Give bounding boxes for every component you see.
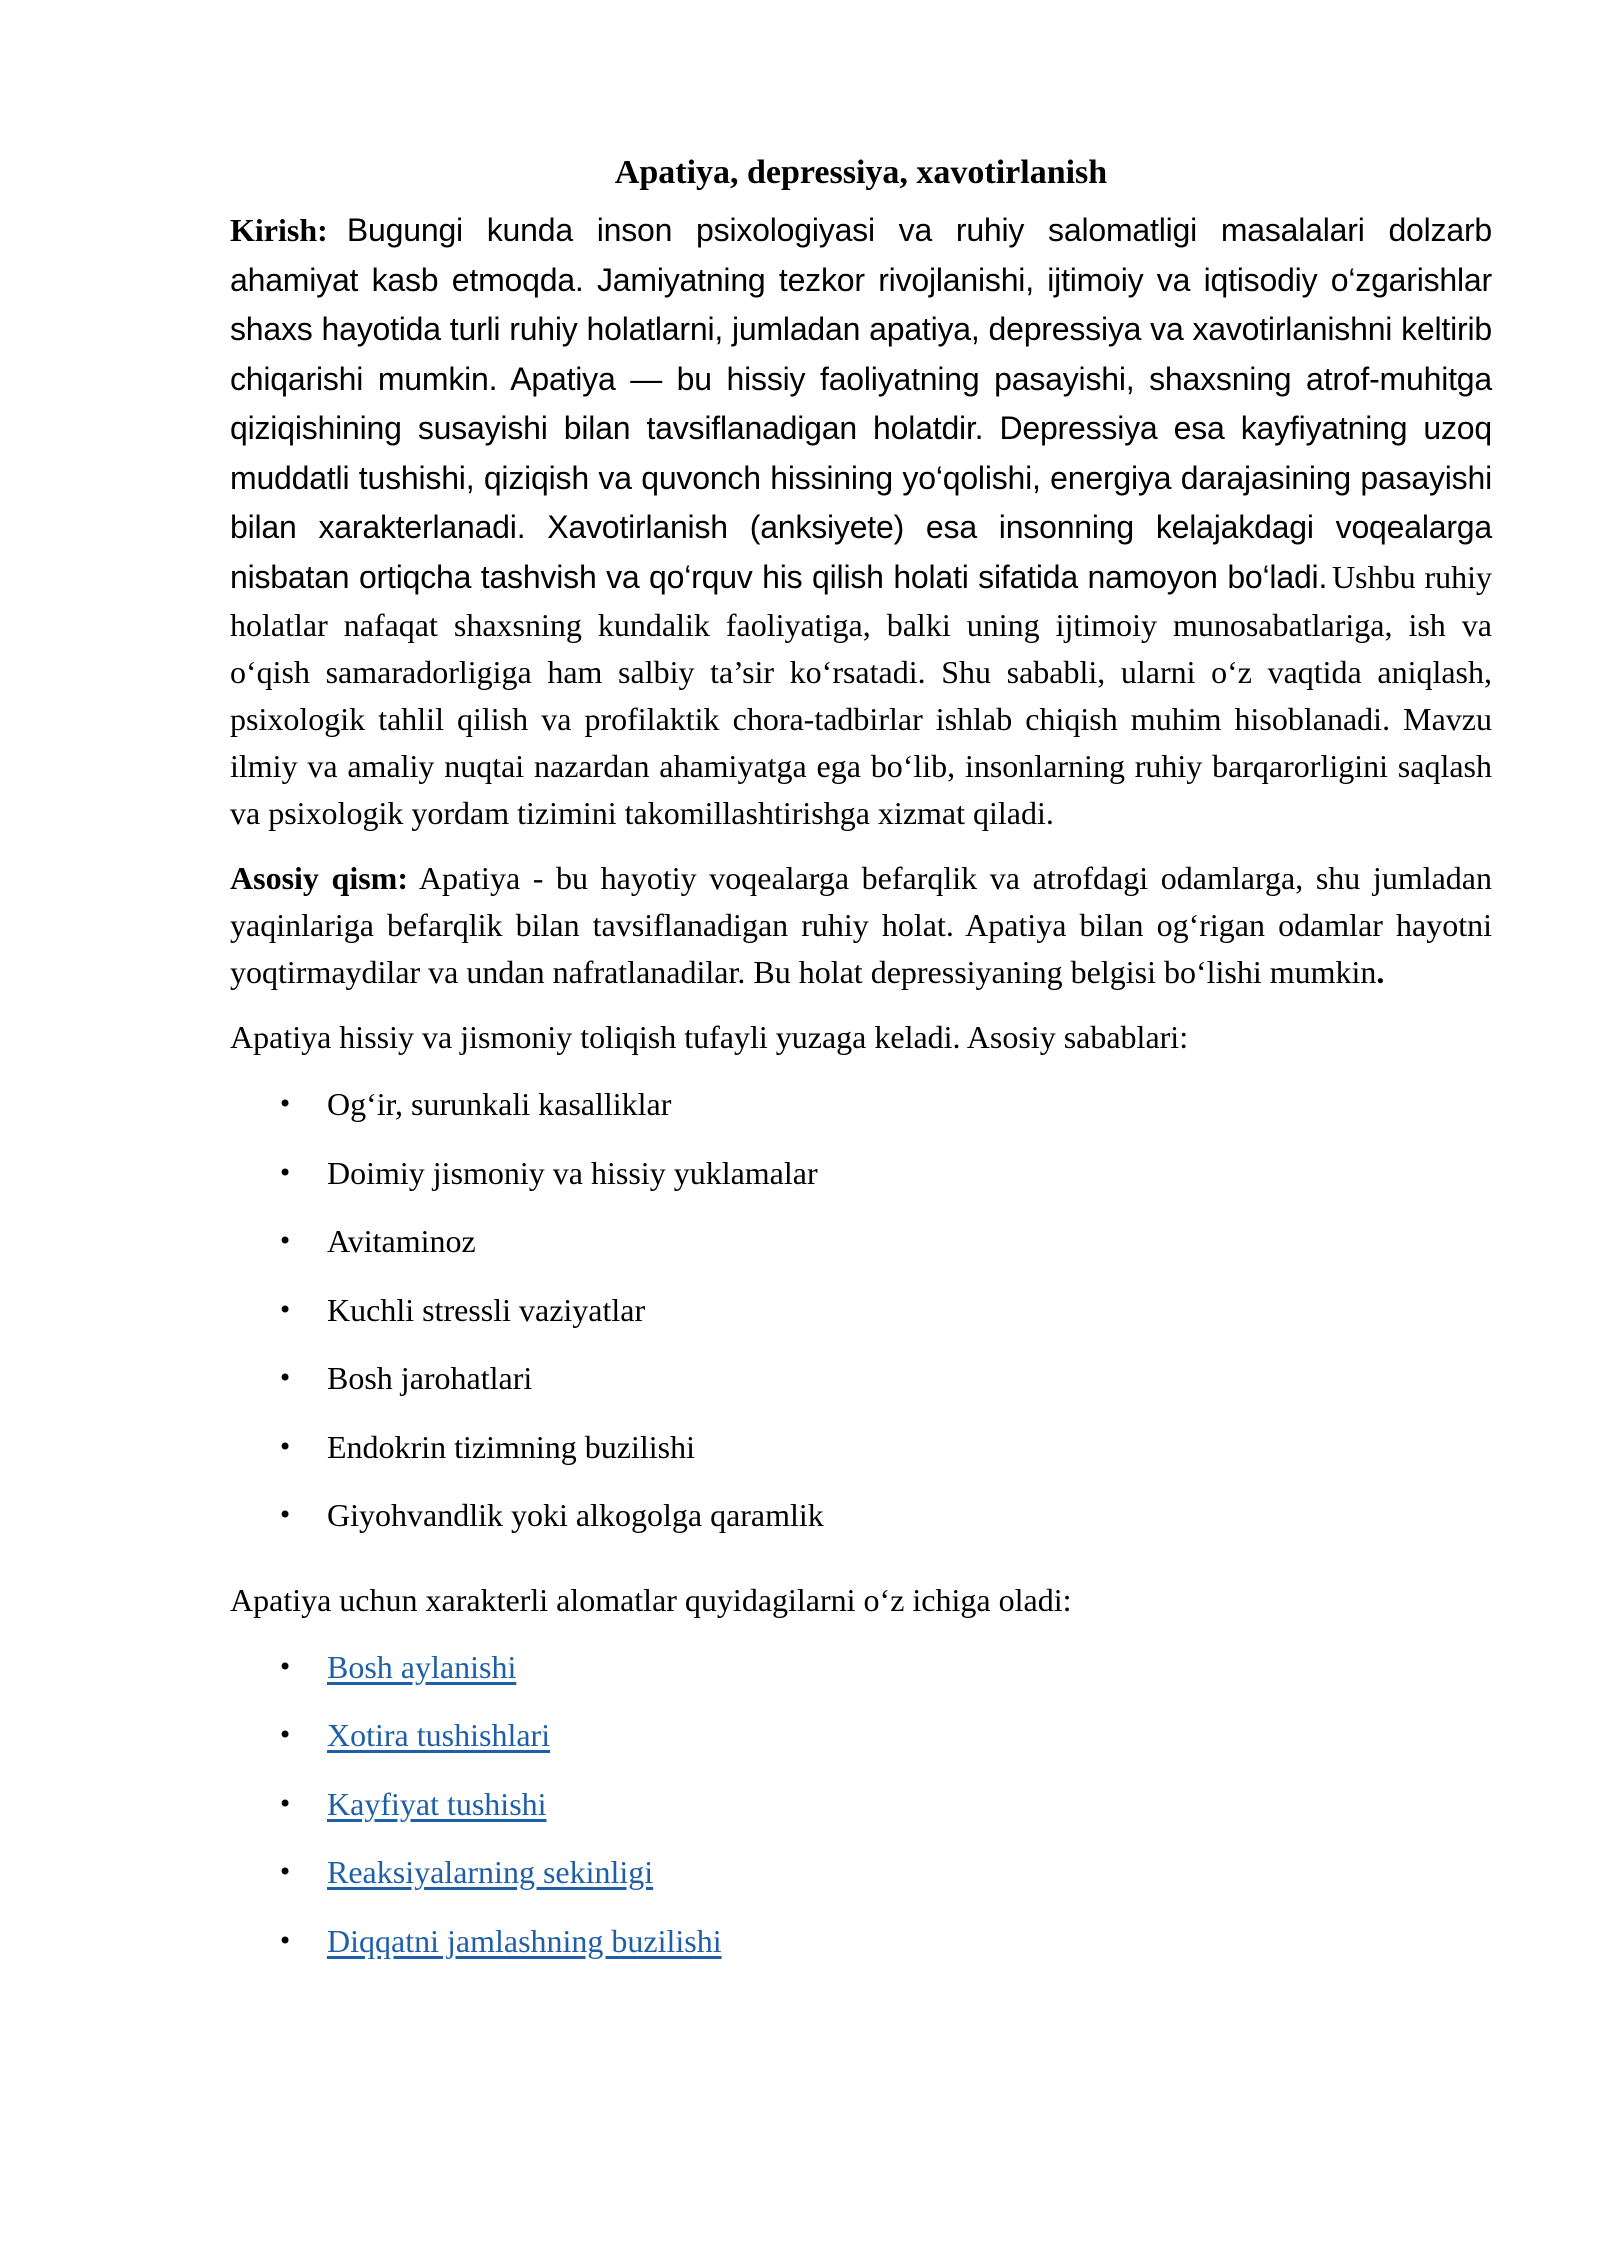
symptom-link-bosh-aylanishi[interactable]: Bosh aylanishi [327, 1648, 517, 1685]
list-item-text: Avitaminoz [327, 1223, 476, 1259]
list-item-text: Kuchli stressli vaziyatlar [327, 1291, 646, 1328]
bullet-icon: • [278, 1501, 293, 1529]
list-item [230, 1779, 1492, 1848]
main-text: Apatiya - bu hayotiy voqealarga befarqlik va atrofdagi odamlarga, shu jumladan yaqinlariga befarqlik bilan tavsiflanadigan ruhiy holat. Apatiya bilan og‘rigan odamlar hayotni yoqtirmaydilar va undan nafratlanadilar. Bu holat depressiyaning belgisi bo‘lishi mumkin [230, 860, 1493, 990]
symptom-link-diqqatni-jamlashning-buzilishi[interactable]: Diqqatni jamlashning buzilishi [327, 1922, 722, 1959]
bullet-icon: • [278, 1858, 293, 1886]
list-item [230, 1490, 1492, 1559]
list-item [230, 1710, 1492, 1779]
bullet-icon: • [278, 1295, 293, 1324]
intro-text-serif: Ushbu ruhiy holatlar nafaqat shaxsning kundalik faoliyatiga, balki uning ijtimoiy munosabatlariga, ish va o‘qish samaradorligiga ham salbiy ta’sir ko‘rsatadi. Shu sababli, ularni o‘z vaqtida aniqlash, psixologik tahlil qilish va profilaktik chora-tadbirlar ishlab chiqish muhim hisoblanadi. Mavzu ilmiy va amaliy nuqtai nazardan ahamiyatga ega bo‘lib, insonlarning ruhiy barqarorligini saqlash va psixologik yordam tizimini takomillashtirishga xizmat qiladi. [230, 558, 1492, 831]
causes-list [230, 1079, 1492, 1559]
list-item [230, 1353, 1492, 1422]
bullet-icon: • [278, 1926, 293, 1955]
document-body [230, 150, 1492, 2002]
list-item [230, 1642, 1492, 1711]
list-item [230, 1847, 1492, 1916]
intro-text-sans: Bugungi kunda inson psixologiyasi va ruhiy salomatligi masalalari dolzarb ahamiyat kasb etmoqda. Jamiyatning tezkor rivojlanishi, ijtimoiy va iqtisodiy o‘zgarishlar shaxs hayotida turli ruhiy holatlarni, jumladan apatiya, depressiya va xavotirlanishni keltirib chiqarishi mumkin. Apatiya — bu hissiy faoliyatning pasayishi, shaxsning atrof-muhitga qiziqishining susayishi bilan tavsiflanadigan holatdir. Depressiya esa kayfiyatning uzoq muddatli tushishi, qiziqish va quvonch hissining yo‘qolishi, energiya darajasining pasayishi bilan xarakterlanadi. Xavotirlanish (anksiyete) esa insonning kelajakdagi voqealarga nisbatan ortiqcha tashvish va qo‘rquv his qilish holati sifatida namoyon bo‘ladi. [230, 212, 1493, 595]
bullet-icon: • [278, 1721, 293, 1749]
main-paragraph [230, 855, 1492, 996]
symptoms-list [230, 1642, 1492, 1985]
list-item-text: Giyohvandlik yoki alkogolga qaramlik [327, 1497, 824, 1533]
bullet-icon: • [278, 1652, 293, 1681]
list-item [230, 1916, 1492, 1985]
bullet-icon: • [278, 1364, 293, 1392]
bullet-icon: • [278, 1227, 293, 1255]
list-item-text: Og‘ir, surunkali kasalliklar [327, 1086, 672, 1122]
symptoms-intro: Apatiya uchun xarakterli alomatlar quyidagilarni o‘z ichiga oladi: [230, 1581, 1072, 1618]
bullet-icon: • [278, 1789, 293, 1818]
causes-intro: Apatiya hissiy va jismoniy toliqish tufayli yuzaga keladi. Asosiy sabablari: [230, 1019, 1189, 1055]
intro-lead: Kirish: [230, 212, 328, 248]
symptom-link-kayfiyat-tushishi[interactable]: Kayfiyat tushishi [327, 1785, 547, 1822]
page-title: Apatiya, depressiya, xavotirlanish [614, 154, 1108, 191]
symptom-link-xotira-tushishlari[interactable]: Xotira tushishlari [327, 1717, 551, 1753]
bullet-icon: • [278, 1090, 293, 1118]
bullet-icon: • [278, 1158, 293, 1187]
list-item [230, 1422, 1492, 1491]
list-item [230, 1148, 1492, 1217]
main-lead: Asosiy qism: [230, 860, 408, 896]
list-item-text: Doimiy jismoniy va hissiy yuklamalar [327, 1154, 818, 1191]
list-item [230, 1285, 1492, 1354]
main-end-mark: . [1376, 954, 1385, 990]
list-item-text: Bosh jarohatlari [327, 1360, 533, 1396]
intro-paragraph [230, 206, 1492, 837]
list-item [230, 1079, 1492, 1148]
symptom-link-reaksiyalarning-sekinligi[interactable]: Reaksiyalarning sekinligi [327, 1854, 654, 1890]
bullet-icon: • [278, 1432, 293, 1461]
list-item [230, 1216, 1492, 1285]
list-item-text: Endokrin tizimning buzilishi [327, 1428, 695, 1465]
